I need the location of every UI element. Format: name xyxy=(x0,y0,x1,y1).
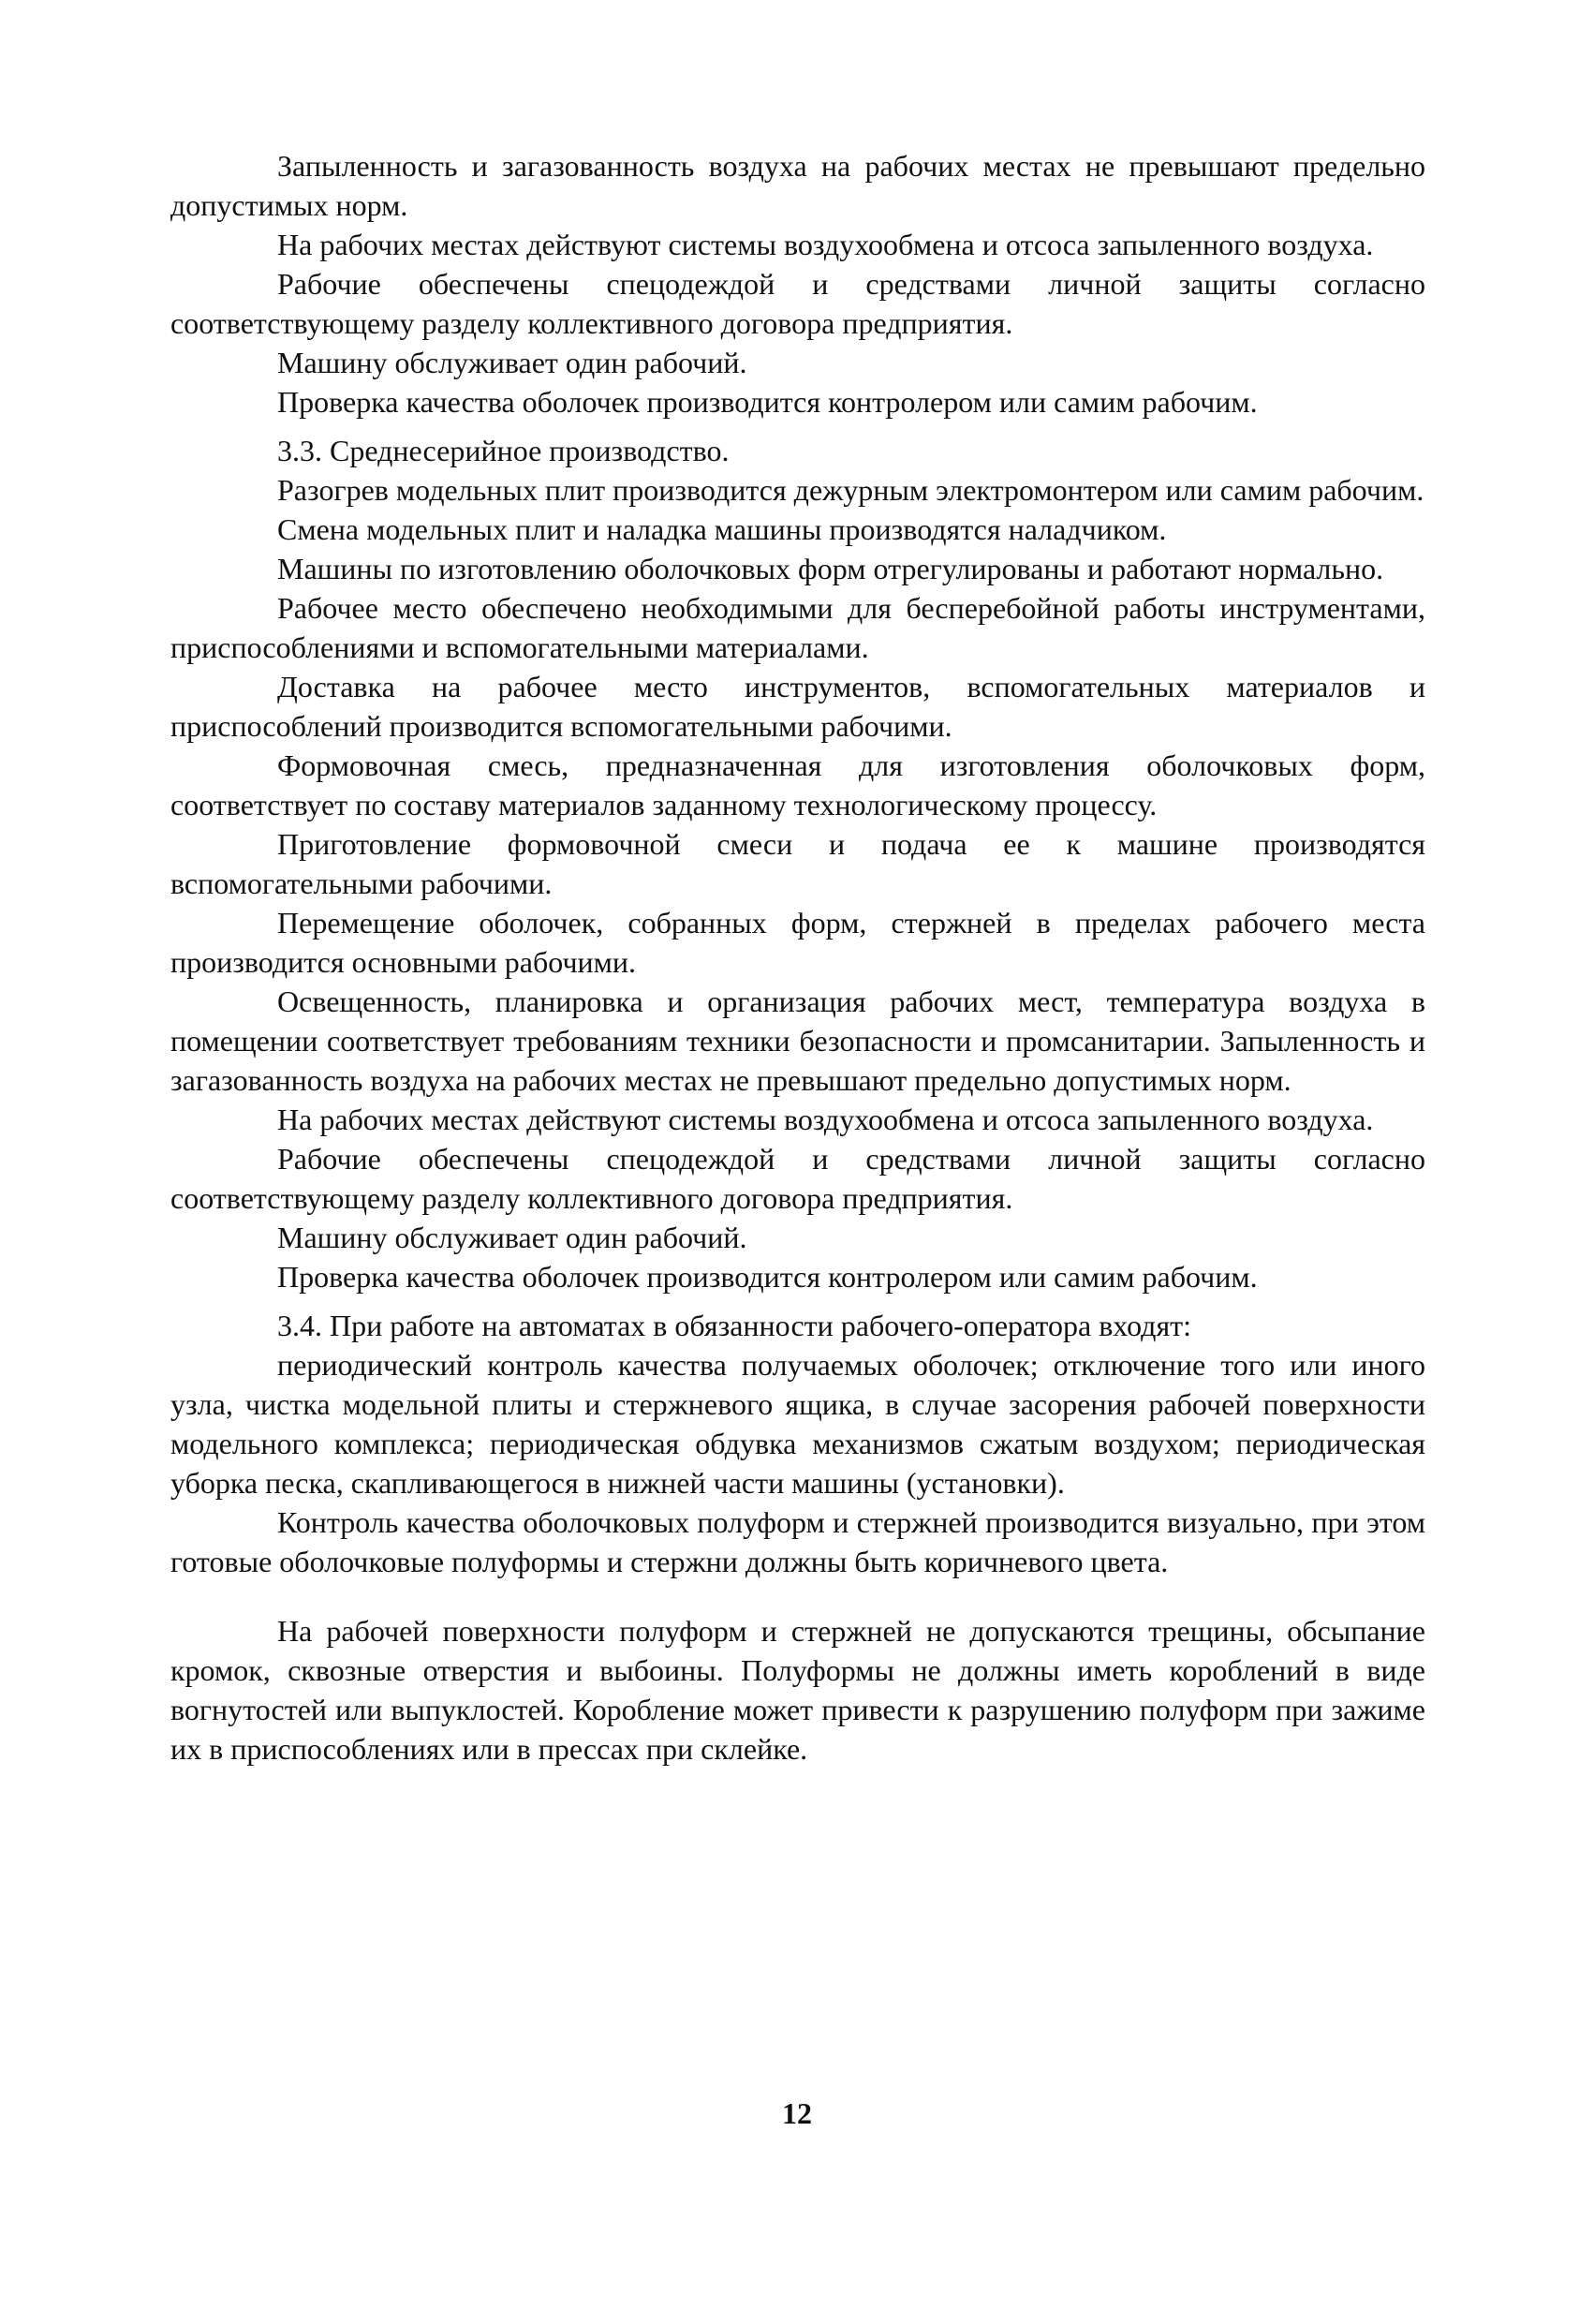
paragraph: Машину обслуживает один рабочий. xyxy=(277,346,747,379)
paragraph: Смена модельных плит и наладка машины производятся наладчиком. xyxy=(277,512,1167,546)
paragraph: Машины по изготовлению оболочковых форм отрегулированы и работают нормально. xyxy=(277,552,1384,585)
paragraph: На рабочих местах действуют системы воздухообмена и отсоса запыленного воздуха. xyxy=(277,228,1374,261)
paragraph: Перемещение оболочек, собранных форм, стержней в пределах рабочего места производится основными рабочими. xyxy=(170,906,1425,979)
section-heading-3-3: 3.3. Среднесерийное производство. xyxy=(277,434,730,467)
paragraph: Рабочие обеспечены спецодеждой и средствами личной защиты согласно соответствующему разделу коллективного договора предприятия. xyxy=(170,267,1425,340)
paragraph: Формовочная смесь, предназначенная для изготовления оболочковых форм, соответствует по составу материалов заданному технологическому процессу. xyxy=(170,748,1425,822)
paragraph: Разогрев модельных плит производится дежурным электромонтером или самим рабочим. xyxy=(277,473,1424,507)
paragraph: На рабочих местах действуют системы воздухообмена и отсоса запыленного воздуха. xyxy=(277,1103,1374,1136)
page-number: 12 xyxy=(782,2096,812,2130)
paragraph: периодический контроль качества получаемых оболочек; отключение того или иного узла, чистка модельной плиты и стержневого ящика, в случае засорения рабочей поверхности модельного комплекса; периодическая обдувка механизмов сжатым воздухом; периодическая уборка песка, скапливающегося в нижней части машины (установки). xyxy=(170,1348,1425,1500)
paragraph: Доставка на рабочее место инструментов, вспомогательных материалов и приспособлений производится вспомогательными рабочими. xyxy=(170,670,1425,743)
paragraph: Машину обслуживает один рабочий. xyxy=(277,1221,747,1254)
paragraph: Приготовление формовочной смеси и подача ее к машине производятся вспомогательными рабочими. xyxy=(170,827,1425,900)
body-text xyxy=(170,146,1425,1769)
paragraph: Рабочие обеспечены спецодеждой и средствами личной защиты согласно соответствующему разделу коллективного договора предприятия. xyxy=(170,1142,1425,1215)
paragraph: На рабочей поверхности полуформ и стержней не допускаются трещины, обсыпание кромок, сквозные отверстия и выбоины. Полуформы не должны иметь короблений в виде вогнутостей или выпуклостей. Коробление может привести к разрушению полуформ при зажиме их в приспособлениях или в прессах при склейке. xyxy=(170,1614,1425,1766)
paragraph: Запыленность и загазованность воздуха на рабочих местах не превышают предельно допустимых норм. xyxy=(170,149,1425,222)
paragraph: Контроль качества оболочковых полуформ и стержней производится визуально, при этом готовые оболочковые полуформы и стержни должны быть коричневого цвета. xyxy=(170,1505,1425,1578)
section-heading-3-4: 3.4. При работе на автоматах в обязанности рабочего-оператора входят: xyxy=(277,1309,1192,1342)
paragraph: Освещенность, планировка и организация рабочих мест, температура воздуха в помещении соответствует требованиям техники безопасности и промсанитарии. Запыленность и загазованность воздуха на рабочих местах не превышают предельно допустимых норм. xyxy=(170,984,1425,1097)
paragraph: Проверка качества оболочек производится контролером или самим рабочим. xyxy=(277,1260,1258,1294)
paragraph: Проверка качества оболочек производится контролером или самим рабочим. xyxy=(277,385,1258,419)
paragraph: Рабочее место обеспечено необходимыми для бесперебойной работы инструментами, приспособлениями и вспомогательными материалами. xyxy=(170,591,1425,664)
